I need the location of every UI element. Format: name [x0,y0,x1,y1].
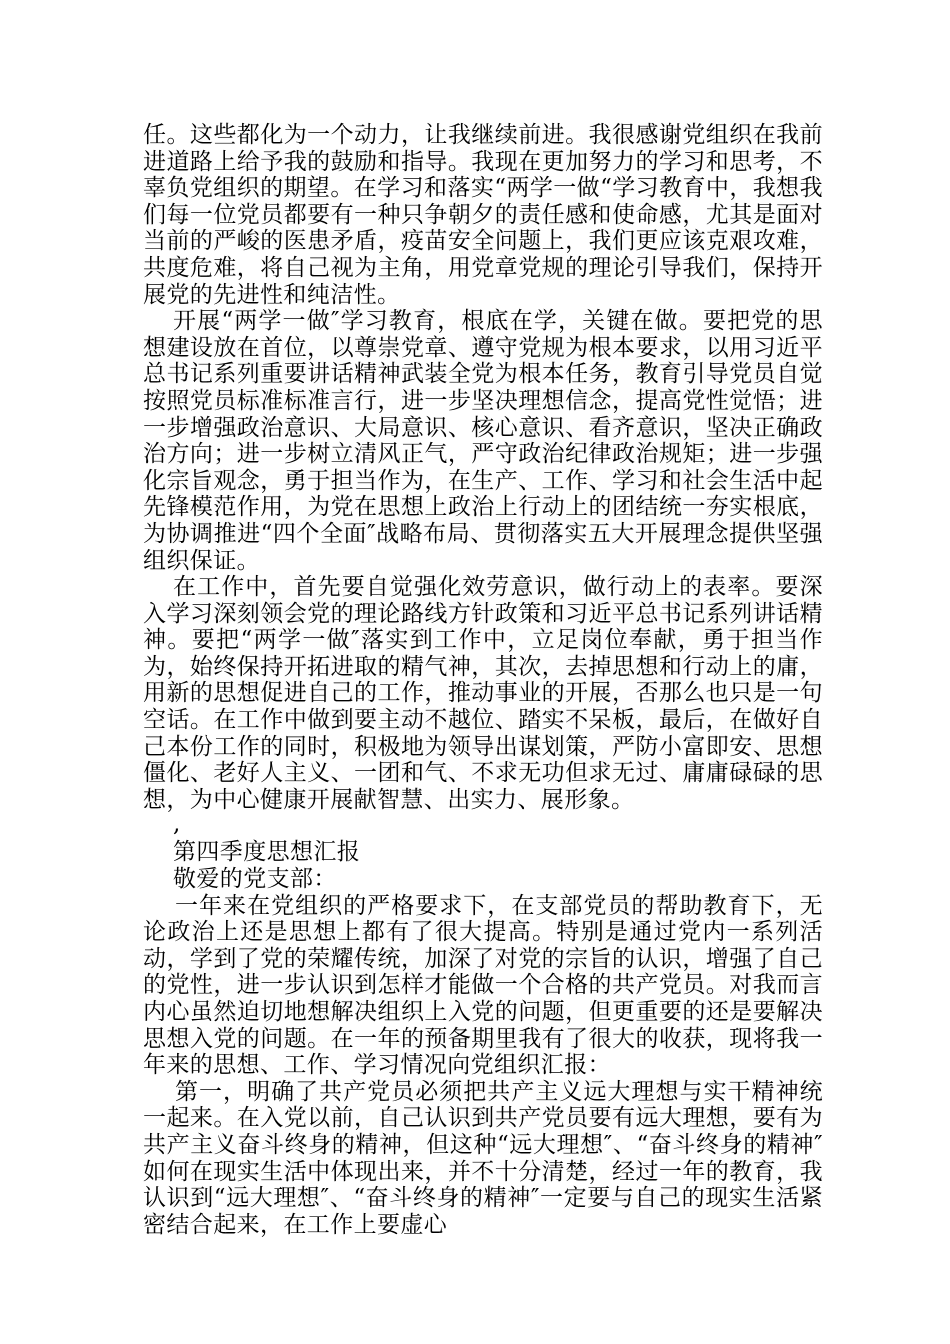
report-body-intro: 一年来在党组织的严格要求下，在支部党员的帮助教育下，无论政治上还是思想上都有了很大提高。特别是通过党内一系列活动，学到了党的荣耀传统，加深了对党的宗旨的认识，增强了自己的党性，进一步认识到怎样才能做一个合格的共产党员。对我而言内心虽然迫切地想解决组织上入党的问题，但更重要的还是要解决思想入党的问题。在一年的预备期里我有了很大的收获，现将我一年来的思想、工作、学习情况向党组织汇报： [143,892,823,1079]
report-title: 第四季度思想汇报 [173,839,361,866]
report-salutation: 敬爱的党支部： [173,866,337,893]
document-page [143,122,823,1238]
report-body-first-point: 第一，明确了共产党员必须把共产主义远大理想与实干精神统一起来。在入党以前，自己认识到共产党员要有远大理想，要有为共产主义奋斗终身的精神，但这种“远大理想″、“奋斗终身的精神″如何在现实生活中体现出来，并不十分清楚，经过一年的教育，我认识到“远大理想″、“奋斗终身的精神″一定要与自己的现实生活紧密结合起来，在工作上要虚心 [143,1078,823,1238]
separator-mark: , [173,811,181,838]
paragraph-two-study: 开展“两学一做″学习教育，根底在学，关键在做。要把党的思想建设放在首位，以尊崇党章、遵守党规为根本要求，以用习近平总书记系列重要讲话精神武装全党为根本任务，教育引导党员自觉按照党员标准标准言行，进一步坚决理想信念，提高党性觉悟；进一步增强政治意识、大局意识、核心意识、看齐意识，坚决正确政治方向；进一步树立清风正气，严守政治纪律政治规矩；进一步强化宗旨观念，勇于担当作为，在生产、工作、学习和社会生活中起先锋模范作用，为党在思想上政治上行动上的团结统一夯实根底，为协调推进“四个全面″战略布局、贯彻落实五大开展理念提供坚强组织保证。 [143,308,823,574]
paragraph-work: 在工作中，首先要自觉强化效劳意识，做行动上的表率。要深入学习深刻领会党的理论路线方针政策和习近平总书记系列讲话精神。要把“两学一做″落实到工作中，立足岗位奉献，勇于担当作为，始终保持开拓进取的精气神，其次，去掉思想和行动上的庸，用新的思想促进自己的工作，推动事业的开展，否那么也只是一句空话。在工作中做到要主动不越位、踏实不呆板，最后，在做好自己本份工作的同时，积极地为领导出谋划策，严防小富即安、思想僵化、老好人主义、一团和气、不求无功但求无过、庸庸碌碌的思想，为中心健康开展献智慧、出实力、展形象。 [143,574,823,813]
paragraph-continuation: 任。这些都化为一个动力，让我继续前进。我很感谢党组织在我前进道路上给予我的鼓励和指导。我现在更加努力的学习和思考，不辜负党组织的期望。在学习和落实“两学一做“学习教育中，我想我们每一位党员都要有一种只争朝夕的责任感和使命感，尤其是面对当前的严峻的医患矛盾，疫苗安全问题上，我们更应该克艰攻难，共度危难，将自己视为主角，用党章党规的理论引导我们，保持开展党的先进性和纯洁性。 [143,122,823,308]
